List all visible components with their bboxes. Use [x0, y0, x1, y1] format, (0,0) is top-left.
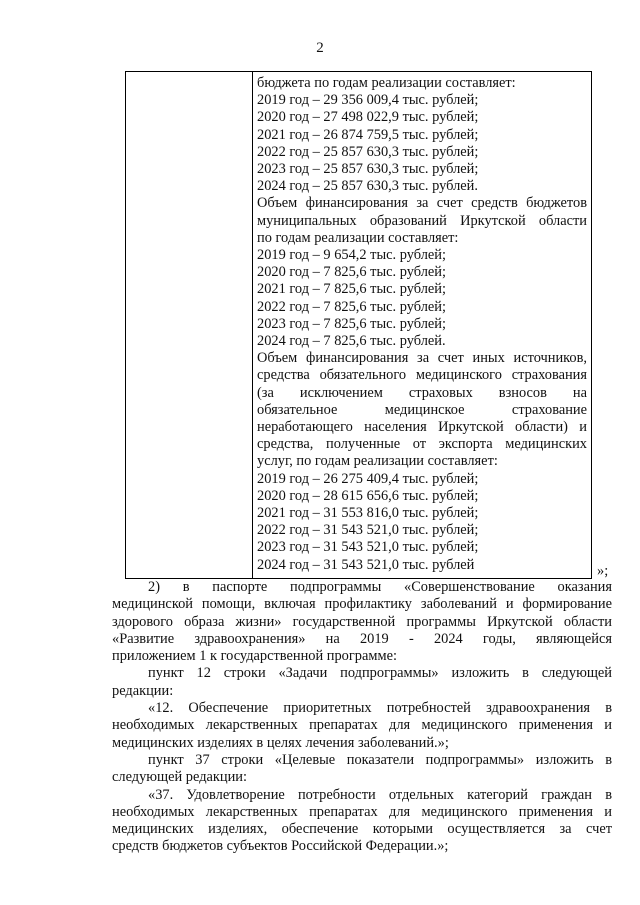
- page-number: 2: [316, 40, 324, 56]
- cell-text-line: 2023 год – 25 857 630,3 тыс. рублей;: [257, 161, 479, 178]
- cell-text-line: средства обязательного медицинского страхования: [257, 367, 587, 384]
- paragraph-line: медицинских изделиях в целях лечения заболеваний.»;: [112, 734, 449, 751]
- paragraph-line: средств бюджетов субъектов Российской Федерации.»;: [112, 838, 449, 855]
- cell-text-line: бюджета по годам реализации составляет:: [257, 75, 516, 91]
- cell-text-line: неработающего населения Иркутской области) и: [257, 419, 587, 436]
- cell-text-line: средства, полученные от экспорта медицинских: [257, 436, 587, 453]
- paragraph-line: медицинских изделиях, обеспечение которыми осуществляется за счет: [112, 821, 612, 838]
- paragraph-line: редакции:: [112, 682, 174, 699]
- cell-text-line: 2022 год – 25 857 630,3 тыс. рублей;: [257, 143, 479, 160]
- cell-text-line: 2020 год – 28 615 656,6 тыс. рублей;: [257, 487, 479, 504]
- closing-quote: »;: [597, 563, 609, 579]
- cell-text-line: 2019 год – 26 275 409,4 тыс. рублей;: [257, 470, 479, 487]
- paragraph-line: приложением 1 к государственной программе:: [112, 648, 397, 665]
- cell-text-line: услуг, по годам реализации составляет:: [257, 453, 498, 470]
- paragraph-line: следующей редакции:: [112, 769, 247, 786]
- cell-text-line: 2019 год – 29 356 009,4 тыс. рублей;: [257, 92, 479, 109]
- cell-text-line: 2021 год – 31 553 816,0 тыс. рублей;: [257, 505, 479, 522]
- cell-text-line: 2024 год – 25 857 630,3 тыс. рублей.: [257, 178, 478, 195]
- cell-text-line: Объем финансирования за счет иных источников,: [257, 350, 587, 367]
- paragraph-line: 2) в паспорте подпрограммы «Совершенствование оказания: [148, 579, 612, 595]
- cell-text-line: по годам реализации составляет:: [257, 229, 459, 246]
- funding-cell: [257, 75, 587, 574]
- paragraph-line: медицинской помощи, включая профилактику заболеваний и формирование: [112, 596, 612, 613]
- cell-text-line: Объем финансирования за счет средств бюджетов: [257, 195, 587, 212]
- paragraph-line: необходимых лекарственных препаратах для медицинского применения и: [112, 803, 612, 820]
- paragraph-line: пункт 12 строки «Задачи подпрограммы» изложить в следующей: [148, 665, 612, 682]
- cell-text-line: обязательное медицинское страхование: [257, 401, 587, 418]
- paragraph-line: «Развитие здравоохранения» на 2019 - 2024 годы, являющейся: [112, 630, 612, 647]
- amendment-text: [112, 579, 612, 856]
- paragraph-line: необходимых лекарственных препаратах для медицинского применения и: [112, 717, 612, 734]
- cell-text-line: 2019 год – 9 654,2 тыс. рублей;: [257, 247, 446, 264]
- passport-table: [125, 71, 592, 579]
- cell-text-line: 2023 год – 7 825,6 тыс. рублей;: [257, 315, 446, 332]
- cell-text-line: 2021 год – 7 825,6 тыс. рублей;: [257, 281, 446, 298]
- cell-text-line: муниципальных образований Иркутской области: [257, 212, 587, 229]
- paragraph-line: «37. Удовлетворение потребности отдельных категорий граждан в: [148, 786, 612, 803]
- paragraph-line: пункт 37 строки «Целевые показатели подпрограммы» изложить в: [148, 751, 612, 768]
- cell-text-line: 2024 год – 31 543 521,0 тыс. рублей: [257, 556, 475, 573]
- paragraph-line: здорового образа жизни» государственной программы Иркутской области: [112, 613, 612, 630]
- cell-text-line: 2023 год – 31 543 521,0 тыс. рублей;: [257, 539, 479, 556]
- cell-text-line: 2024 год – 7 825,6 тыс. рублей.: [257, 333, 446, 350]
- cell-text-line: 2021 год – 26 874 759,5 тыс. рублей;: [257, 126, 479, 143]
- cell-text-line: 2022 год – 31 543 521,0 тыс. рублей;: [257, 522, 479, 539]
- cell-text-line: 2020 год – 27 498 022,9 тыс. рублей;: [257, 109, 479, 126]
- cell-text-line: 2020 год – 7 825,6 тыс. рублей;: [257, 264, 446, 281]
- cell-text-line: 2022 год – 7 825,6 тыс. рублей;: [257, 298, 446, 315]
- paragraph-line: «12. Обеспечение приоритетных потребностей здравоохранения в: [148, 700, 612, 717]
- cell-text-line: (за исключением страховых взносов на: [257, 384, 587, 401]
- column-divider: [252, 72, 253, 578]
